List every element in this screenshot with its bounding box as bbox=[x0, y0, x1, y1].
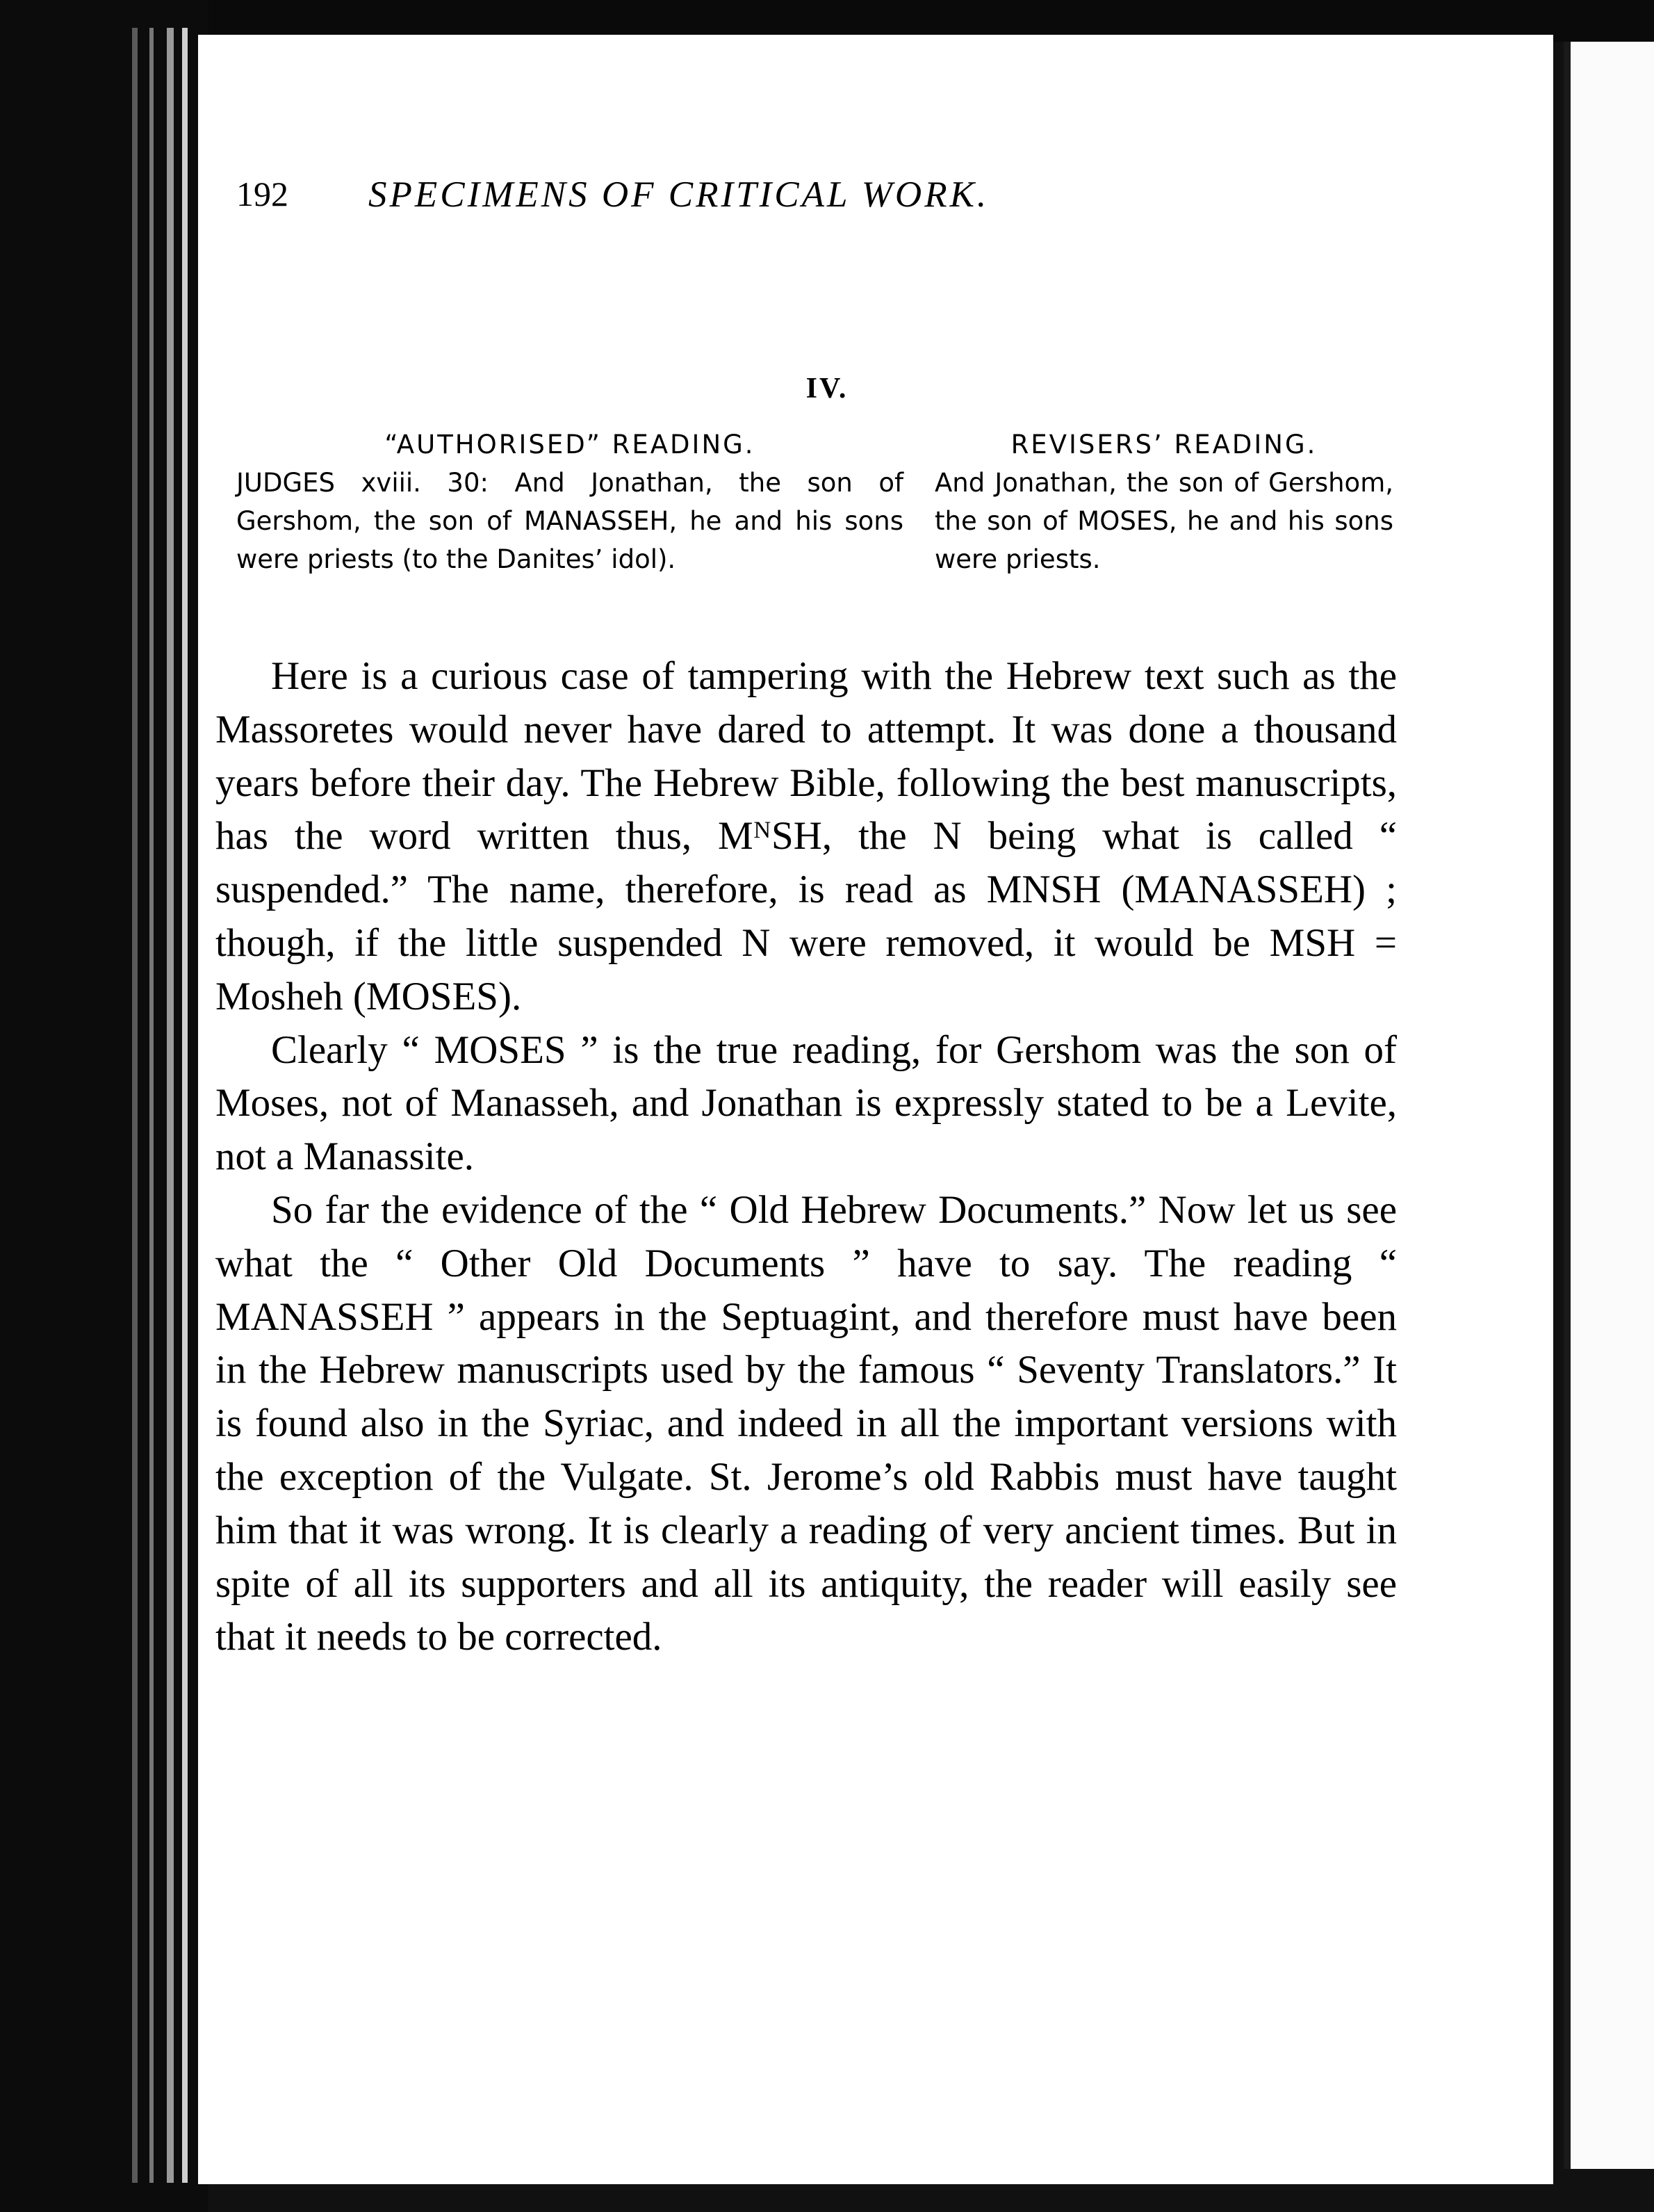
paragraph: Here is a curious case of tampering with the Hebrew text such as the Massoretes would never have dared to attempt. It was done a thousand years before their day. The Hebrew Bible, following the best manuscripts, has the word written thus, MᴺSH, the N being what is called “ suspended.” The name, therefore, is read as MNSH (MANASSEH) ; though, if the little suspended N were removed, it would be MSH = Mosheh (MOSES). bbox=[215, 654, 1397, 1018]
facing-page-edge bbox=[1564, 42, 1654, 2169]
spine-edge-line bbox=[132, 28, 138, 2183]
authorised-reading-heading: “AUTHORISED” READING. bbox=[384, 430, 755, 460]
spine-edge-line bbox=[167, 28, 174, 2183]
page-number: 192 bbox=[236, 174, 288, 213]
page-header bbox=[236, 174, 1251, 243]
spine-edge-line bbox=[149, 28, 154, 2183]
running-title: SPECIMENS OF CRITICAL WORK. bbox=[368, 174, 990, 215]
revisers-reading-text: And Jonathan, the son of Gershom, the son of MOSES, he and his sons were priests. bbox=[935, 468, 1393, 574]
authorised-reading-text: JUDGES xviii. 30: And Jonathan, the son of Gershom, the son of MANASSEH, he and his sons were priests (to the Danites’ idol). bbox=[236, 468, 903, 574]
spine-edge-line bbox=[182, 28, 188, 2183]
authorised-reading-column bbox=[236, 425, 903, 578]
paragraph: Clearly “ MOSES ” is the true reading, for Gershom was the son of Moses, not of Manasseh, and Jonathan is expressly stated to be a Levite, not a Manassite. bbox=[215, 1027, 1397, 1179]
body-text bbox=[215, 650, 1397, 1664]
revisers-reading-heading: REVISERS’ READING. bbox=[1010, 430, 1318, 460]
book-spine bbox=[0, 0, 208, 2212]
revisers-reading-column bbox=[935, 425, 1393, 578]
section-number: IV. bbox=[805, 373, 849, 405]
paragraph: So far the evidence of the “ Old Hebrew Documents.” Now let us see what the “ Other Old Documents ” have to say. The reading “ MANASSEH ” appears in the Septuagint, and therefore must have been in the Hebrew manuscripts used by the famous “ Seventy Translators.” It is found also in the Syriac, and indeed in all the important versions with the exception of the Vulgate. St. Jerome’s old Rabbis must have taught him that it was wrong. It is clearly a reading of very ancient times. But in spite of all its supporters and all its antiquity, the reader will easily see that it needs to be corrected. bbox=[215, 1187, 1397, 1659]
